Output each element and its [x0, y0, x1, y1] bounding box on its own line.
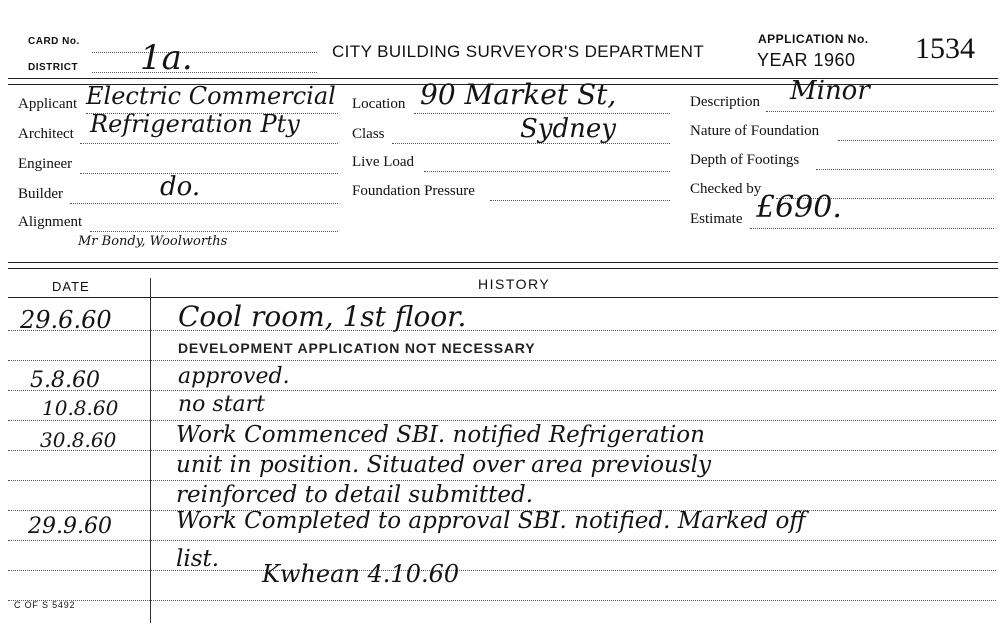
nature-of-foundation-label: Nature of Foundation: [690, 123, 820, 139]
card-no-label: CARD No.: [28, 36, 80, 47]
estimate-value: £690.: [756, 190, 842, 225]
date-column-header: DATE: [52, 279, 90, 294]
applicant-label: Applicant: [18, 96, 78, 112]
history-row-9-text: list.: [176, 546, 220, 572]
history-row-rule: [8, 570, 996, 571]
description-label: Description: [690, 94, 760, 110]
application-number: 1534: [915, 32, 975, 65]
history-row-rule: [8, 390, 996, 391]
history-row-8-text: Work Completed to approval SBI. notified. Marked off: [176, 508, 806, 534]
estimate-dotted-line: [750, 228, 994, 229]
history-row-rule: [8, 480, 996, 481]
history-row-rule: [8, 450, 996, 451]
live-load-dotted-line: [424, 171, 670, 172]
history-row-rule: [8, 360, 996, 361]
history-row-rule: [8, 540, 996, 541]
history-row-rule: [8, 330, 996, 331]
district-dotted-line: [92, 72, 317, 73]
history-header-rule: [8, 297, 998, 298]
history-row-2-stamp: DEVELOPMENT APPLICATION NOT NECESSARY: [178, 340, 536, 356]
architect-value: Refrigeration Pty: [90, 110, 300, 138]
history-row-10-signature: Kwhean 4.10.60: [262, 560, 460, 588]
history-row-rule: [8, 600, 996, 601]
location-label: Location: [352, 96, 406, 112]
history-row-6-text: unit in position. Situated over area previously: [176, 452, 711, 478]
foundation-pressure-label: Foundation Pressure: [352, 183, 475, 199]
engineer-label: Engineer: [18, 156, 73, 172]
description-value: Minor: [790, 76, 870, 106]
description-dotted-line: [766, 111, 994, 112]
application-no-label: APPLICATION No.: [758, 32, 869, 46]
form-code: C OF S 5492: [14, 600, 76, 610]
nature-of-foundation-dotted-line: [838, 140, 994, 141]
history-row-8-date: 29.9.60: [28, 514, 112, 539]
history-column-header: HISTORY: [478, 276, 551, 292]
history-row-4-text: no start: [178, 392, 266, 417]
alignment-label: Alignment: [18, 214, 83, 230]
history-row-3-text: approved.: [178, 364, 290, 389]
builder-value: do.: [160, 172, 201, 202]
checked-by-label: Checked by: [690, 181, 762, 197]
history-row-rule: [8, 420, 996, 421]
history-row-5-date: 30.8.60: [40, 428, 117, 452]
class-label: Class: [352, 126, 385, 142]
builder-dotted-line: [70, 203, 338, 204]
builder-label: Builder: [18, 186, 63, 202]
history-rule-bottom: [8, 268, 998, 269]
history-row-3-date: 5.8.60: [30, 368, 100, 393]
district-label: DISTRICT: [28, 62, 79, 73]
history-row-4-date: 10.8.60: [42, 396, 119, 420]
history-row-1-date: 29.6.60: [20, 306, 112, 334]
class-value: Sydney: [520, 114, 616, 144]
history-rule-top: [8, 262, 998, 263]
architect-label: Architect: [18, 126, 74, 142]
depth-of-footings-label: Depth of Footings: [690, 152, 800, 168]
architect-dotted-line: [80, 143, 338, 144]
engineer-dotted-line: [80, 173, 338, 174]
history-row-1-text: Cool room, 1st floor.: [178, 300, 467, 333]
live-load-label: Live Load: [352, 154, 415, 170]
alignment-dotted-line: [90, 231, 338, 232]
history-row-5-text: Work Commenced SBI. notified Refrigeration: [176, 422, 705, 448]
depth-of-footings-dotted-line: [816, 169, 994, 170]
location-value: 90 Market St,: [420, 78, 617, 111]
foundation-pressure-dotted-line: [490, 200, 670, 201]
estimate-label: Estimate: [690, 211, 743, 227]
year-label: YEAR 1960: [757, 50, 856, 70]
department-title: CITY BUILDING SURVEYOR'S DEPARTMENT: [332, 42, 705, 61]
card-no-dotted-line: [92, 52, 317, 53]
alignment-note: Mr Bondy, Woolworths: [78, 234, 228, 249]
card-no-value: 1a.: [140, 38, 193, 78]
history-row-7-text: reinforced to detail submitted.: [176, 482, 534, 508]
applicant-value: Electric Commercial: [86, 82, 336, 110]
